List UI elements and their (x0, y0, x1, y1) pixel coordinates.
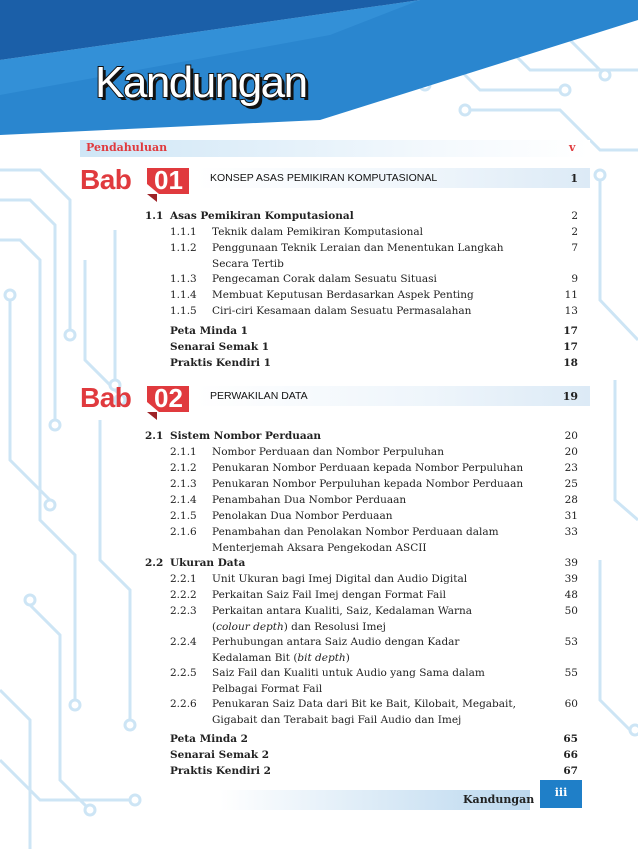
subsection-page: 48 (564, 589, 578, 601)
subsection-number: 2.1.5 (170, 510, 197, 522)
senarai-semak-title[interactable]: Senarai Semak 2 (170, 749, 270, 761)
subsection-title-line2-pre: Kedalaman Bit ( (212, 651, 298, 664)
chapter-title[interactable]: KONSEP ASAS PEMIKIRAN KOMPUTASIONAL (210, 172, 438, 184)
peta-minda-page: 17 (563, 325, 578, 337)
senarai-semak-title[interactable]: Senarai Semak 1 (170, 341, 270, 353)
senarai-semak-page: 17 (563, 341, 578, 353)
subsection-title[interactable]: Perkaitan Saiz Fail Imej dengan Format Fail (212, 589, 447, 601)
praktis-kendiri-title[interactable]: Praktis Kendiri 2 (170, 765, 271, 777)
section-page: 39 (564, 557, 578, 569)
subsection-title[interactable]: Nombor Perduaan dan Nombor Perpuluhan (212, 446, 444, 458)
chapter-page: 1 (570, 172, 578, 185)
subsection-title[interactable] (212, 666, 540, 697)
subsection-title-line1: Perkaitan antara Kualiti, Saiz, Kedalaman Warna (212, 605, 473, 617)
pendahuluan-label[interactable]: Pendahuluan (86, 141, 168, 154)
subsection-title-line2: Menterjemah Aksara Pengekodan ASCII (212, 541, 427, 554)
subsection-number: 2.2.4 (170, 636, 197, 648)
subsection-number: 1.1.5 (170, 305, 197, 317)
peta-minda-title[interactable]: Peta Minda 2 (170, 733, 248, 745)
chapter-badge (80, 164, 196, 195)
subsection-number: 2.2.5 (170, 667, 197, 679)
subsection-page: 28 (564, 494, 578, 506)
subsection-title[interactable]: Unit Ukuran bagi Imej Digital dan Audio Digital (212, 573, 468, 585)
subsection-title[interactable]: Penambahan Dua Nombor Perduaan (212, 494, 407, 506)
subsection-page: 20 (564, 446, 578, 458)
subsection-title-line1: Perhubungan antara Saiz Audio dengan Kadar (212, 636, 460, 648)
praktis-kendiri-title[interactable]: Praktis Kendiri 1 (170, 357, 271, 369)
subsection-title-line2: Secara Tertib (212, 257, 284, 270)
praktis-kendiri-page: 18 (563, 357, 578, 369)
subsection-number: 2.2.2 (170, 589, 197, 601)
section-page: 2 (571, 210, 578, 222)
subsection-page: 25 (564, 478, 578, 490)
subsection-page: 60 (564, 698, 578, 710)
bab-word: Bab (80, 164, 132, 195)
subsection-title-term: colour depth (216, 620, 284, 633)
chapter-badge (80, 382, 196, 413)
bab-word: Bab (80, 382, 132, 413)
subsection-number: 2.2.3 (170, 605, 197, 617)
subsection-number: 1.1.4 (170, 289, 197, 301)
section-title[interactable]: Ukuran Data (170, 557, 246, 569)
subsection-page: 23 (564, 462, 578, 474)
subsection-title[interactable] (212, 697, 540, 728)
subsection-number: 2.1.6 (170, 526, 197, 538)
subsection-number: 2.2.6 (170, 698, 197, 710)
subsection-number: 1.1.2 (170, 242, 197, 254)
chapter-number: 01 (154, 165, 183, 195)
peta-minda-title[interactable]: Peta Minda 1 (170, 325, 248, 337)
subsection-page: 53 (564, 636, 578, 648)
subsection-title-term: bit depth (297, 651, 346, 664)
subsection-page: 13 (564, 305, 578, 317)
subsection-title-line2: Gigabait dan Terabait bagi Fail Audio dan Imej (212, 713, 462, 726)
footer-label: Kandungan (463, 793, 535, 806)
subsection-title-line1: Penambahan dan Penolakan Nombor Perduaan dalam (212, 526, 499, 538)
chapter-title[interactable]: PERWAKILAN DATA (210, 390, 308, 402)
subsection-page: 50 (564, 605, 578, 617)
chapter-number: 02 (154, 383, 183, 413)
subsection-title[interactable]: Penolakan Dua Nombor Perduaan (212, 510, 393, 522)
subsection-title-line2-pre: ( (212, 620, 217, 633)
subsection-page: 33 (564, 526, 578, 538)
subsection-number: 2.1.2 (170, 462, 197, 474)
subsection-title[interactable] (212, 635, 540, 666)
subsection-title[interactable] (212, 241, 540, 272)
subsection-title[interactable]: Pengecaman Corak dalam Sesuatu Situasi (212, 273, 437, 285)
subsection-number: 2.2.1 (170, 573, 197, 585)
subsection-page: 7 (571, 242, 578, 254)
subsection-page: 2 (571, 226, 578, 238)
subsection-title-line2-post: ) (345, 651, 350, 664)
subsection-page: 39 (564, 573, 578, 585)
subsection-title-line1: Penggunaan Teknik Leraian dan Menentukan Langkah (212, 242, 504, 254)
section-number: 2.2 (145, 557, 164, 569)
chapter-page: 19 (562, 390, 578, 403)
subsection-title[interactable]: Teknik dalam Pemikiran Komputasional (212, 226, 423, 238)
subsection-title[interactable]: Ciri-ciri Kesamaan dalam Sesuatu Permasalahan (212, 305, 472, 317)
subsection-title[interactable] (212, 525, 540, 556)
praktis-kendiri-page: 67 (563, 765, 578, 777)
chapter-tab-fold (147, 412, 157, 420)
page-title: Kandungan (95, 58, 307, 107)
subsection-title-line2-post: ) dan Resolusi Imej (283, 620, 386, 633)
subsection-page: 9 (571, 273, 578, 285)
subsection-title[interactable] (212, 604, 540, 635)
subsection-title[interactable]: Penukaran Nombor Perpuluhan kepada Nombor Perduaan (212, 478, 524, 490)
section-number: 1.1 (145, 210, 164, 222)
subsection-title-line1: Penukaran Saiz Data dari Bit ke Bait, Kilobait, Megabait, (212, 698, 516, 710)
subsection-page: 55 (564, 667, 578, 679)
subsection-page: 11 (564, 289, 578, 301)
subsection-page: 31 (564, 510, 578, 522)
subsection-number: 2.1.4 (170, 494, 197, 506)
section-number: 2.1 (145, 430, 164, 442)
section-title[interactable]: Asas Pemikiran Komputasional (170, 210, 354, 222)
subsection-number: 1.1.3 (170, 273, 197, 285)
subsection-number: 2.1.3 (170, 478, 197, 490)
chapter-tab-fold (147, 194, 157, 202)
subsection-title-line1: Saiz Fail dan Kualiti untuk Audio yang Sama dalam (212, 667, 485, 679)
section-title[interactable]: Sistem Nombor Perduaan (170, 430, 322, 442)
subsection-title[interactable]: Penukaran Nombor Perduaan kepada Nombor Perpuluhan (212, 462, 524, 474)
senarai-semak-page: 66 (563, 749, 578, 761)
section-page: 20 (564, 430, 578, 442)
peta-minda-page: 65 (563, 733, 578, 745)
subsection-title[interactable]: Membuat Keputusan Berdasarkan Aspek Penting (212, 289, 474, 301)
subsection-title-line2: Pelbagai Format Fail (212, 682, 323, 695)
footer-page-number: iii (554, 786, 568, 799)
pendahuluan-page: v (569, 141, 576, 154)
subsection-number: 2.1.1 (170, 446, 197, 458)
subsection-number: 1.1.1 (170, 226, 197, 238)
